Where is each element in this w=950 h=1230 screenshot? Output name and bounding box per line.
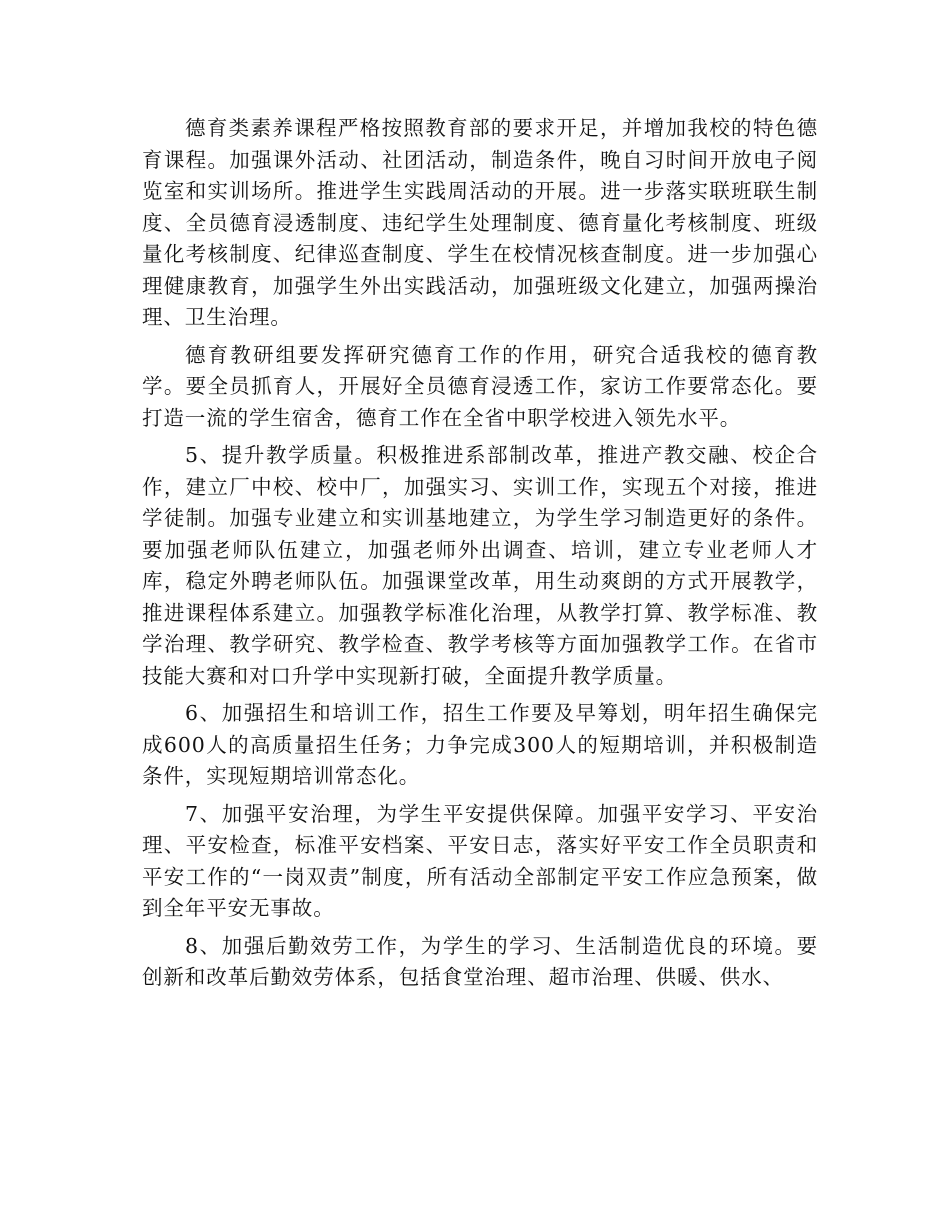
paragraph-enrollment-training: 6、加强招生和培训工作，招生工作要及早筹划，明年招生确保完成600人的高质量招生任务；力争完成300人的短期培训，并积极制造条件，实现短期培训常态化。	[142, 701, 818, 788]
paragraph-moral-courses: 德育类素养课程严格按照教育部的要求开足，并增加我校的特色德育课程。加强课外活动、社团活动，制造条件，晚自习时间开放电子阅览室和实训场所。推进学生实践周活动的开展。进一步落实联班联生制度、全员德育浸透制度、违纪学生处理制度、德育量化考核制度、班级量化考核制度、纪律巡查制度、学生在校情况核查制度。进一步加强心理健康教育，加强学生外出实践活动，加强班级文化建立，加强两操治理、卫生治理。	[142, 116, 818, 329]
paragraph-moral-research-group: 德育教研组要发挥研究德育工作的作用，研究合适我校的德育教学。要全员抓育人，开展好全员德育浸透工作，家访工作要常态化。要打造一流的学生宿舍，德育工作在全省中职学校进入领先水平。	[142, 342, 818, 430]
paragraph-logistics-service: 8、加强后勤效劳工作，为学生的学习、生活制造优良的环境。要创新和改革后勤效劳体系，包括食堂治理、超市治理、供暖、供水、	[142, 933, 818, 989]
paragraph-safety-management: 7、加强平安治理，为学生平安提供保障。加强平安学习、平安治理、平安检查，标准平安档案、平安日志，落实好平安工作全员职责和平安工作的“一岗双责”制度，所有活动全部制定平安工作应急预案，做到全年平安无事故。	[142, 801, 818, 920]
document-body	[142, 113, 818, 1000]
paragraph-teaching-quality: 5、提升教学质量。积极推进系部制改革，推进产教交融、校企合作，建立厂中校、校中厂，加强实习、实训工作，实现五个对接，推进学徒制。加强专业建立和实训基地建立，为学生学习制造更好的条件。要加强老师队伍建立，加强老师外出调查、培训，建立专业老师人才库，稳定外聘老师队伍。加强课堂改革，用生动爽朗的方式开展教学，推进课程体系建立。加强教学标准化治理，从教学打算、教学标准、教学治理、教学研究、教学检查、教学考核等方面加强教学工作。在省市技能大赛和对口升学中实现新打破，全面提升教学质量。	[142, 443, 818, 688]
